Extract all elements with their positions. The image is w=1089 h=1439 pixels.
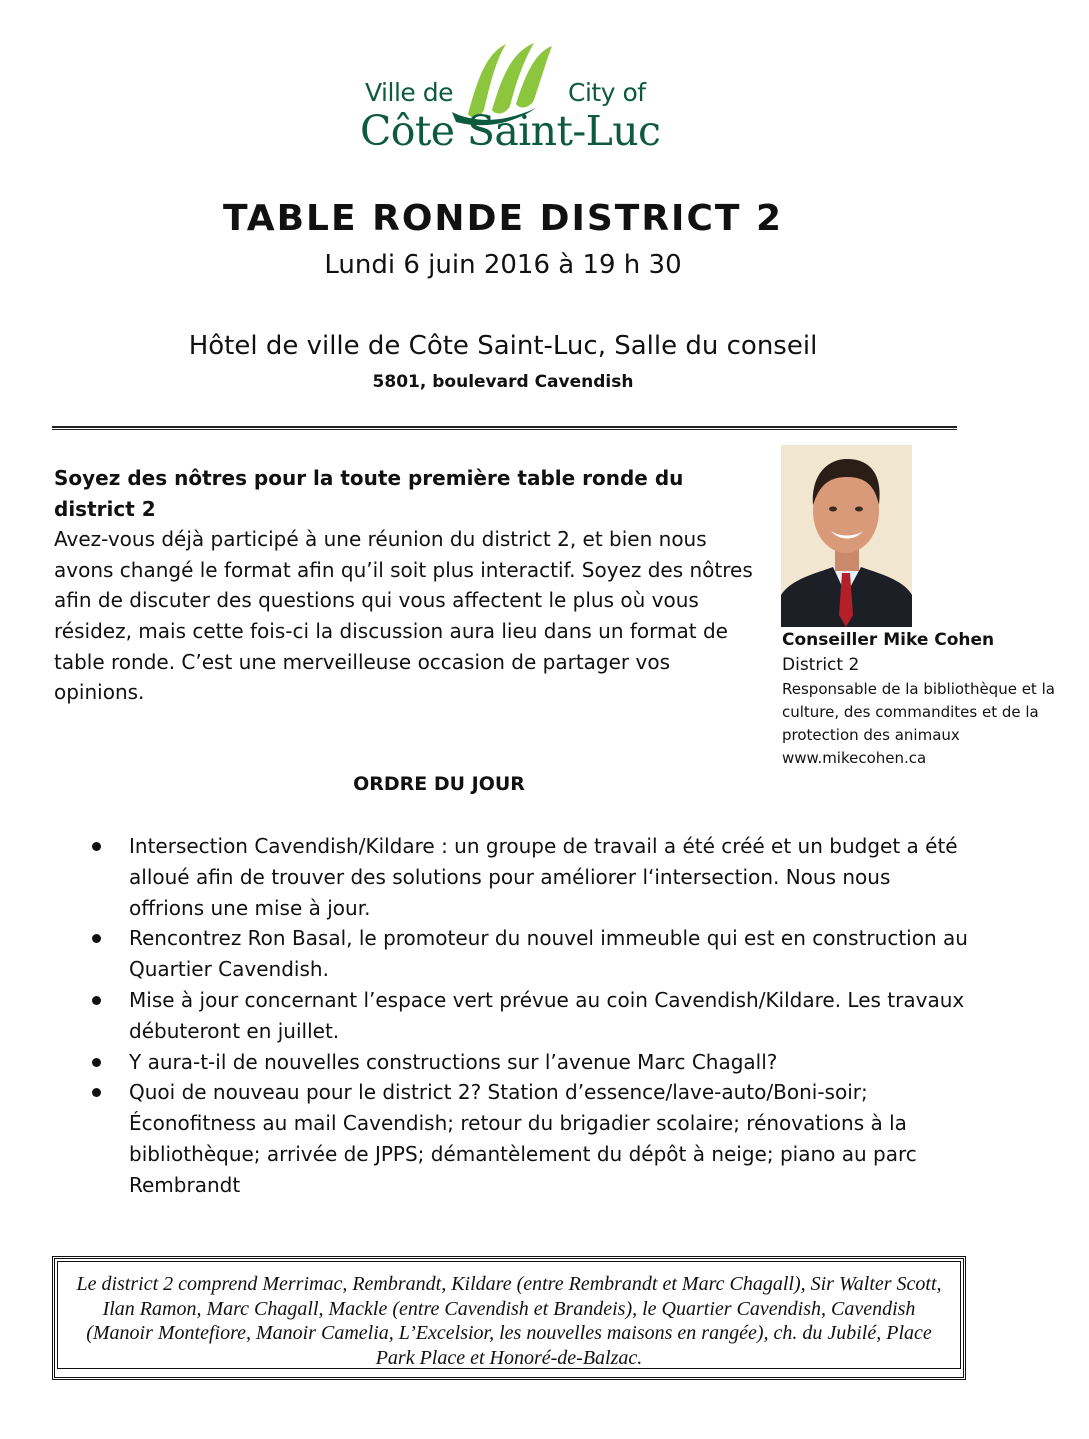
district-boundaries-text: Le district 2 comprend Merrimac, Rembrandt, Kildare (entre Rembrandt et Marc Chagall), Sir Walter Scott, Ilan Ramon, Marc Chagall, Mackle (entre Cavendish et Brandeis), le Quartier Cavendish, Cavendish (Manoir Montefiore, Manoir Camelia, L’Excelsior, les nouvelles maisons en rangée), ch. du Jubilé, Place Park Place et Honoré-de-Balzac. (57, 1261, 961, 1369)
logo-french-label: Ville de (365, 78, 453, 107)
agenda-item-text: Quoi de nouveau pour le district 2? Station d’essence/lave-auto/Boni-soir; Éconofitness au mail Cavendish; retour du brigadier scolaire; rénovations à la bibliothèque; arrivée de JPPS; démantèlement du dépôt à neige; piano au parc Rembrandt (129, 1080, 917, 1197)
bullet-icon (92, 842, 101, 851)
councillor-website-link[interactable]: www.mikecohen.ca (782, 749, 927, 767)
agenda-item (90, 1047, 970, 1078)
agenda-item (90, 831, 970, 923)
intro-body: Avez-vous déjà participé à une réunion du district 2, et bien nous avons changé le format afin qu’il soit plus interactif. Soyez des nôtres afin de discuter des questions qui vous affectent le plus où vous résidez, mais cette fois-ci la discussion aura lieu dans un format de table ronde. C’est une merveilleuse occasion de partager vos opinions. (54, 527, 753, 705)
bullet-icon (92, 1058, 101, 1067)
intro-heading: Soyez des nôtres pour la toute première table ronde du district 2 (54, 466, 684, 521)
agenda-title: ORDRE DU JOUR (353, 773, 525, 795)
councillor-photo (781, 445, 912, 627)
agenda-item (90, 923, 970, 985)
councillor-portrait-icon (781, 445, 912, 627)
councillor-role-line: protection des animaux (782, 726, 960, 744)
logo-city-name: Côte Saint-Luc (360, 107, 661, 155)
logo-english-label: City of (568, 78, 646, 107)
councillor-role-line: culture, des commandites et de la (782, 703, 1039, 721)
section-divider (52, 426, 957, 430)
bullet-icon (92, 1088, 101, 1097)
agenda-item-text: Rencontrez Ron Basal, le promoteur du nouvel immeuble qui est en construction au Quartier Cavendish. (129, 926, 968, 982)
councillor-district: District 2 (782, 655, 860, 675)
councillor-info (782, 628, 1082, 770)
agenda-item-text: Y aura-t-il de nouvelles constructions sur l’avenue Marc Chagall? (129, 1049, 778, 1074)
councillor-role-line: Responsable de la bibliothèque et la (782, 680, 1055, 698)
page-title: TABLE RONDE DISTRICT 2 (222, 198, 784, 239)
city-logo (356, 38, 661, 160)
councillor-name: Conseiller Mike Cohen (782, 630, 995, 650)
intro-section (54, 463, 764, 708)
agenda-list (90, 831, 970, 1201)
district-boundaries-box (52, 1256, 966, 1380)
bullet-icon (92, 934, 101, 943)
agenda-item (90, 985, 970, 1047)
event-date: Lundi 6 juin 2016 à 19 h 30 (324, 250, 682, 280)
agenda-item (90, 1077, 970, 1200)
event-venue: Hôtel de ville de Côte Saint-Luc, Salle du conseil (188, 331, 818, 361)
bullet-icon (92, 996, 101, 1005)
agenda-item-text: Intersection Cavendish/Kildare : un groupe de travail a été créé et un budget a été alloué afin de trouver des solutions pour améliorer l‘intersection. Nous nous offrions une mise à jour. (129, 834, 958, 920)
event-address: 5801, boulevard Cavendish (372, 372, 634, 392)
agenda-item-text: Mise à jour concernant l’espace vert prévue au coin Cavendish/Kildare. Les travaux débuteront en juillet. (129, 987, 965, 1043)
